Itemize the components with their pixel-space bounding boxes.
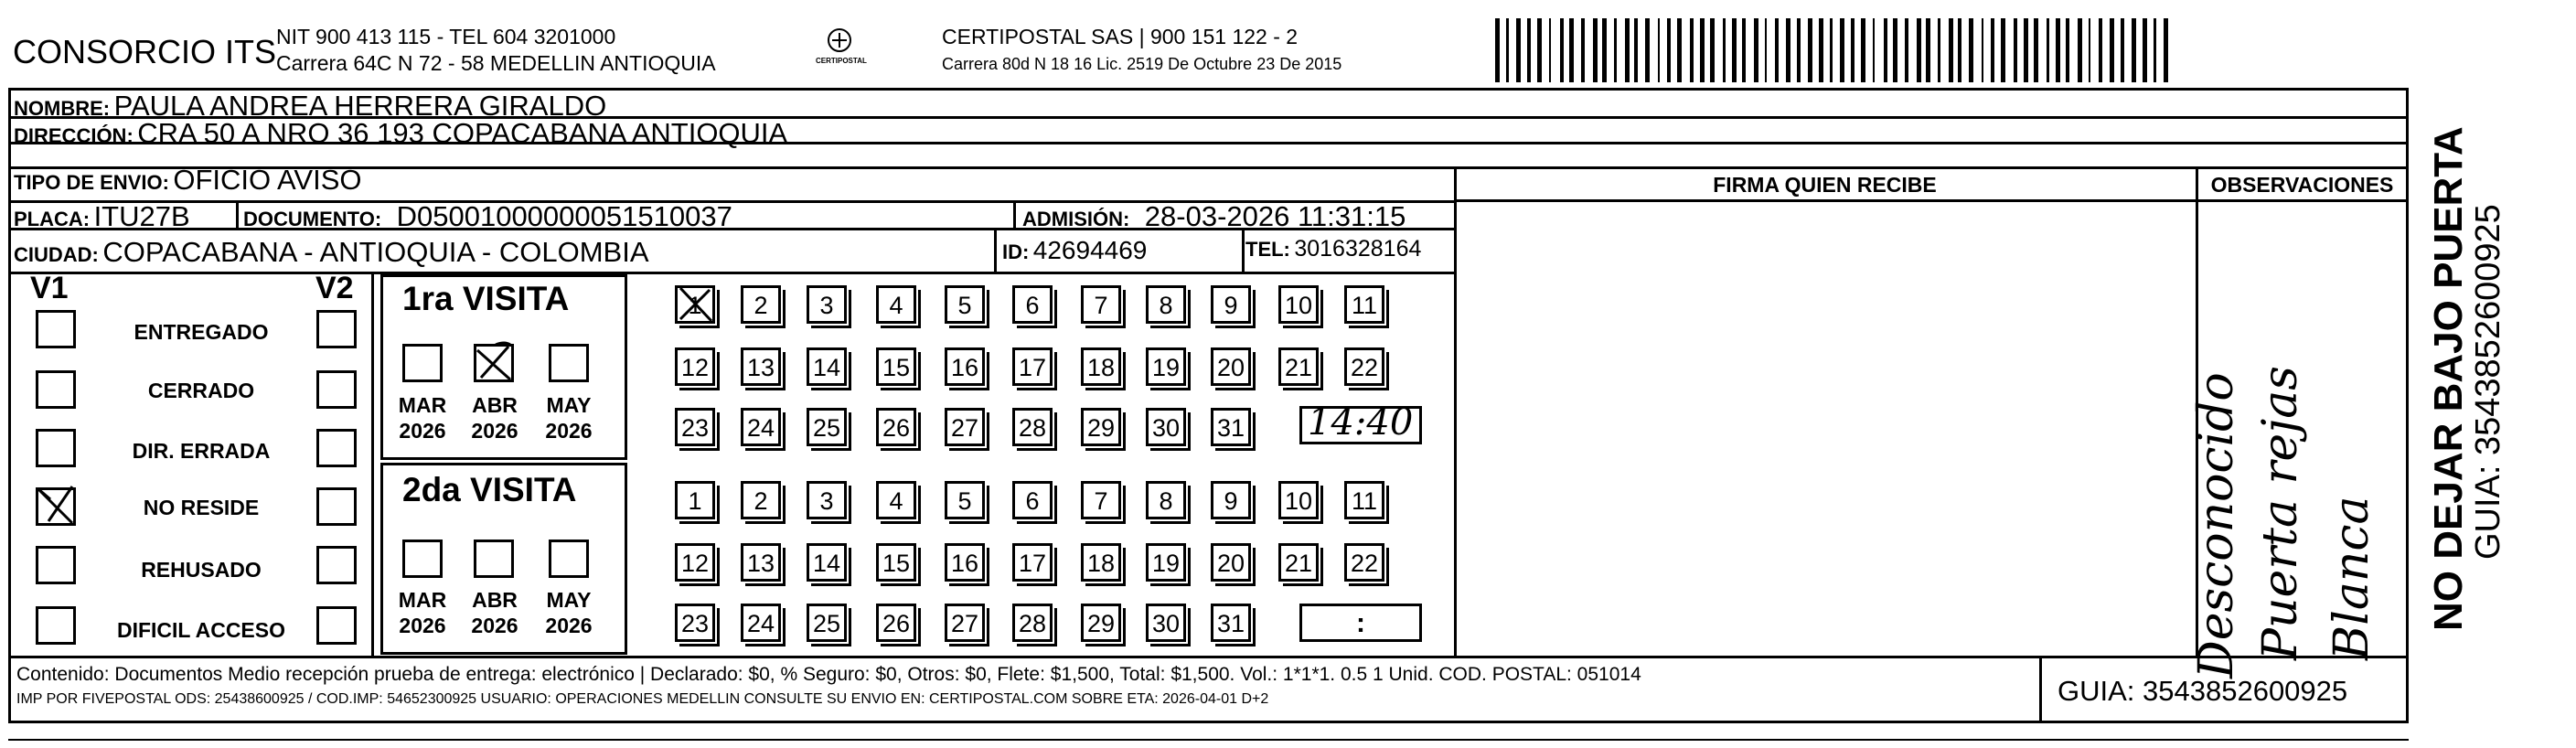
v1-label: V1 [30, 271, 69, 305]
visit-1-title: 1ra VISITA [402, 280, 570, 317]
barcode-bar [2099, 18, 2102, 82]
visit-1-day-1[interactable]: 1 [675, 285, 715, 324]
visit-1-day-3[interactable]: 3 [807, 285, 847, 324]
barcode-bar [1893, 18, 1897, 82]
barcode-bar [1991, 18, 1994, 82]
visit-2-day-14[interactable]: 14 [807, 543, 847, 582]
barcode-bar [2034, 18, 2038, 82]
visit-2-day-26[interactable]: 26 [876, 604, 916, 642]
v1-dificil-acceso-checkbox[interactable] [36, 606, 76, 645]
tel-row [1245, 236, 1421, 262]
visit-1-day-8[interactable]: 8 [1146, 285, 1186, 324]
barcode-bar [1602, 18, 1607, 82]
placa-row [14, 200, 190, 233]
nombre-value: PAULA ANDREA HERRERA GIRALDO [113, 90, 607, 122]
ciudad-label: CIUDAD: [14, 243, 99, 266]
visit-2-day-13[interactable]: 13 [741, 543, 781, 582]
observaciones-handwritten [2189, 203, 2406, 679]
barcode-bar [1775, 18, 1779, 82]
barcode-bar [2089, 18, 2090, 82]
visit-1-day-7[interactable]: 7 [1081, 285, 1121, 324]
status-dificil-acceso: DIFICIL ACCESO [116, 618, 285, 642]
visit-1-day-9[interactable]: 9 [1211, 285, 1251, 324]
documento-label: DOCUMENTO: [243, 208, 382, 230]
barcode [1495, 18, 2172, 82]
visit-1-day-27[interactable]: 27 [945, 408, 985, 446]
visit-1-month-may: MAY [546, 393, 592, 417]
visit-1-month-mar: MAR [398, 393, 447, 417]
visit-2-day-20[interactable]: 20 [1211, 543, 1251, 582]
barcode-bar [1840, 18, 1844, 82]
visit-2-may-checkbox[interactable] [549, 540, 589, 578]
visit-2-day-7[interactable]: 7 [1081, 481, 1121, 519]
visit-2-day-8[interactable]: 8 [1146, 481, 1186, 519]
admision-label: ADMISIÓN: [1022, 208, 1130, 230]
visit-2-day-19[interactable]: 19 [1146, 543, 1186, 582]
visit-2-day-24[interactable]: 24 [741, 604, 781, 642]
v1-dir-errada-checkbox[interactable] [36, 429, 76, 467]
visit-2-mar-checkbox[interactable] [402, 540, 443, 578]
obs-line-2: Puerta rejas [2253, 366, 2308, 660]
visit-1-abr-checkbox[interactable] [474, 344, 514, 382]
visit-1-day-18[interactable]: 18 [1081, 347, 1121, 386]
visit-2-day-28[interactable]: 28 [1012, 604, 1053, 642]
barcode-bar [1677, 18, 1682, 82]
visit-2-day-16[interactable]: 16 [945, 543, 985, 582]
visit-2-day-12[interactable]: 12 [675, 543, 715, 582]
tel-value: 3016328164 [1294, 236, 1422, 262]
barcode-bar [1808, 18, 1812, 82]
visit-2-day-25[interactable]: 25 [807, 604, 847, 642]
visit-1-day-16[interactable]: 16 [945, 347, 985, 386]
visit-1-day-26[interactable]: 26 [876, 408, 916, 446]
certipostal-info: CERTIPOSTAL SAS | 900 151 122 - 2 [942, 25, 1299, 48]
visit-1-day-21[interactable]: 21 [1278, 347, 1319, 386]
barcode-bar [2066, 18, 2069, 82]
logo-text: CERTIPOSTAL [816, 57, 867, 65]
tel-label: TEL: [1245, 238, 1290, 261]
visit-1-day-28[interactable]: 28 [1012, 408, 1053, 446]
footer-contenido: Contenido: Documentos Medio recepción prueba de entrega: electrónico | Declarado: $0, % Seguro: $0, Otros: $0, Flete: $1,500, Total: $1,500. Vol.: 1*1*1. 0.5 1 Unid. COD. POSTAL: 051014 [16, 664, 1641, 685]
visit-2-month-may: MAY [546, 588, 592, 612]
visit-2-day-10[interactable]: 10 [1278, 481, 1319, 519]
barcode-bar [1938, 18, 1940, 82]
barcode-bar [1969, 18, 1973, 82]
visit-1-time-box[interactable] [1299, 401, 1422, 444]
visit-1-day-17[interactable]: 17 [1012, 347, 1053, 386]
day-check-mark [675, 284, 715, 325]
barcode-bar [1593, 18, 1598, 82]
visit-1-day-2[interactable]: 2 [741, 285, 781, 324]
visit-1-day-11[interactable]: 11 [1344, 285, 1384, 324]
v1-entregado-checkbox[interactable] [36, 310, 76, 348]
visit-1-day-6[interactable]: 6 [1012, 285, 1053, 324]
visit-1-day-15[interactable]: 15 [876, 347, 916, 386]
v2-entregado-checkbox[interactable] [316, 310, 357, 348]
visit-2-day-6[interactable]: 6 [1012, 481, 1053, 519]
v1-no-reside-checkbox[interactable] [36, 487, 76, 526]
visit-2-abr-checkbox[interactable] [474, 540, 514, 578]
barcode-bar [1765, 18, 1767, 82]
tipo-label: TIPO DE ENVIO: [14, 171, 169, 194]
barcode-bar [1634, 18, 1638, 82]
barcode-bar [1917, 18, 1921, 82]
side-guia: GUIA: 3543852600925 [2469, 204, 2507, 560]
company-name: CONSORCIO ITS [13, 33, 277, 70]
barcode-bar [1949, 18, 1953, 82]
barcode-bar [1884, 18, 1887, 82]
visit-2-title: 2da VISITA [402, 471, 577, 508]
barcode-bar [2047, 18, 2049, 82]
ciudad-row [14, 236, 649, 269]
barcode-bar [2024, 18, 2028, 82]
barcode-bar [1873, 18, 1875, 82]
visit-1-year-abr: 2026 [471, 419, 518, 443]
barcode-bar [2164, 18, 2168, 82]
visit-2-time-placeholder: : [1356, 608, 1365, 638]
visit-2-day-29[interactable]: 29 [1081, 604, 1121, 642]
barcode-bar [1819, 18, 1823, 82]
visit-2-month-mar: MAR [398, 588, 447, 612]
barcode-bar [2143, 18, 2147, 82]
v1-rehusado-checkbox[interactable] [36, 546, 76, 584]
visit-1-day-10[interactable]: 10 [1278, 285, 1319, 324]
admision-row [1022, 200, 1406, 233]
visit-2-day-21[interactable]: 21 [1278, 543, 1319, 582]
barcode-bar [1495, 18, 1500, 82]
visit-2-day-9[interactable]: 9 [1211, 481, 1251, 519]
id-row [1002, 236, 1147, 265]
barcode-bar [1958, 18, 1961, 82]
firma-header: FIRMA QUIEN RECIBE [1713, 173, 1937, 197]
barcode-bar [1658, 18, 1660, 82]
admision-value: 28-03-2026 11:31:15 [1144, 200, 1406, 232]
visit-2-day-5[interactable]: 5 [945, 481, 985, 519]
visit-1-time-value: 14:40 [1308, 401, 1414, 443]
visit-2-day-22[interactable]: 22 [1344, 543, 1384, 582]
obs-line-1: Desconocido [2189, 372, 2244, 679]
visit-1-mar-checkbox[interactable] [402, 344, 443, 382]
barcode-bar [1549, 18, 1551, 82]
company-address: Carrera 64C N 72 - 58 MEDELLIN ANTIOQUIA [276, 51, 716, 75]
side-edge [2406, 88, 2409, 723]
visit-1-day-13[interactable]: 13 [741, 347, 781, 386]
barcode-bar [2154, 18, 2156, 82]
v1-cerrado-checkbox[interactable] [36, 370, 76, 409]
v2-no-reside-checkbox[interactable] [316, 487, 357, 526]
barcode-bar [1710, 18, 1715, 82]
visit-2-day-30[interactable]: 30 [1146, 604, 1186, 642]
barcode-bar [1569, 18, 1574, 82]
visit-2-day-11[interactable]: 11 [1344, 481, 1384, 519]
visit-2-day-2[interactable]: 2 [741, 481, 781, 519]
visit-1-day-4[interactable]: 4 [876, 285, 916, 324]
barcode-bar [1645, 18, 1650, 82]
visit-1-day-12[interactable]: 12 [675, 347, 715, 386]
visit-2-day-27[interactable]: 27 [945, 604, 985, 642]
barcode-bar [1851, 18, 1855, 82]
visit-1-day-19[interactable]: 19 [1146, 347, 1186, 386]
barcode-bar [2121, 18, 2124, 82]
visit-1-day-24[interactable]: 24 [741, 408, 781, 446]
obs-line-3: Blanca [2325, 496, 2379, 660]
visit-1-day-25[interactable]: 25 [807, 408, 847, 446]
barcode-bar [1754, 18, 1758, 82]
v2-label: V2 [315, 271, 354, 305]
visit-1-month-abr: ABR [472, 393, 518, 417]
visit-1-day-31[interactable]: 31 [1211, 408, 1251, 446]
placa-label: PLACA: [14, 208, 91, 230]
visit-1-day-5[interactable]: 5 [945, 285, 985, 324]
barcode-bar [1926, 18, 1930, 82]
barcode-bar [1700, 18, 1705, 82]
visit-2-month-abr: ABR [472, 588, 518, 612]
id-value: 42694469 [1032, 236, 1148, 264]
visit-2-day-17[interactable]: 17 [1012, 543, 1053, 582]
barcode-bar [1786, 18, 1790, 82]
status-rehusado: REHUSADO [141, 558, 262, 582]
visit-2-day-15[interactable]: 15 [876, 543, 916, 582]
barcode-bar [1982, 18, 1983, 82]
visit-1-day-22[interactable]: 22 [1344, 347, 1384, 386]
v2-dificil-acceso-checkbox[interactable] [316, 606, 357, 645]
v2-cerrado-checkbox[interactable] [316, 370, 357, 409]
visit-1-year-mar: 2026 [399, 419, 446, 443]
firma-area[interactable] [1457, 202, 2196, 656]
visit-1-year-may: 2026 [545, 419, 593, 443]
barcode-bar [1527, 18, 1531, 82]
visit-1-day-29[interactable]: 29 [1081, 408, 1121, 446]
visit-1-day-23[interactable]: 23 [675, 408, 715, 446]
barcode-bar [2078, 18, 2082, 82]
barcode-bar [1506, 18, 1509, 82]
visit-2-day-1[interactable]: 1 [675, 481, 715, 519]
visit-1-day-14[interactable]: 14 [807, 347, 847, 386]
barcode-bar [1690, 18, 1694, 82]
barcode-bar [1614, 18, 1617, 82]
status-entregado: ENTREGADO [134, 320, 269, 344]
direccion-label: DIRECCIÓN: [14, 124, 134, 147]
visit-1-day-20[interactable]: 20 [1211, 347, 1251, 386]
direccion-row [14, 117, 787, 150]
barcode-bar [1830, 18, 1833, 82]
documento-row [243, 200, 732, 233]
barcode-bar [2132, 18, 2136, 82]
bottom-shadow-line [8, 739, 2409, 741]
visit-1-day-30[interactable]: 30 [1146, 408, 1186, 446]
barcode-bar [2014, 18, 2017, 82]
visit-2-year-mar: 2026 [399, 614, 446, 637]
side-no-dejar: NO DEJAR BAJO PUERTA [2426, 126, 2471, 631]
barcode-bar [1537, 18, 1542, 82]
barcode-bar [1732, 18, 1737, 82]
company-nit: NIT 900 413 115 - TEL 604 3201000 [276, 25, 616, 48]
id-label: ID: [1002, 240, 1030, 263]
visit-2-time-box[interactable] [1299, 604, 1422, 642]
visit-2-day-4[interactable]: 4 [876, 481, 916, 519]
barcode-bar [1625, 18, 1630, 82]
barcode-bar [1667, 18, 1671, 82]
visit-2-day-3[interactable]: 3 [807, 481, 847, 519]
status-cerrado: CERRADO [147, 379, 255, 402]
observaciones-header: OBSERVACIONES [2210, 173, 2394, 197]
documento-value: D05001000000051510037 [396, 200, 732, 232]
visit-2-day-31[interactable]: 31 [1211, 604, 1251, 642]
visit-2-year-may: 2026 [545, 614, 593, 637]
barcode-bar [1581, 18, 1585, 82]
barcode-bar [1560, 18, 1564, 82]
tipo-row [14, 164, 362, 197]
visit-1-may-checkbox[interactable] [549, 344, 589, 382]
v2-dir-errada-checkbox[interactable] [316, 429, 357, 467]
nombre-label: NOMBRE: [14, 97, 111, 120]
barcode-bar [1742, 18, 1746, 82]
v2-rehusado-checkbox[interactable] [316, 546, 357, 584]
status-no-reside: NO RESIDE [143, 496, 260, 519]
footer-imp: IMP POR FIVEPOSTAL ODS: 25438600925 / COD.IMP: 54652300925 USUARIO: OPERACIONES MEDELLIN CONSULTE SU ENVIO EN: CERTIPOSTAL.COM SOBRE ETA: 2026-04-01 D+2 [16, 691, 1269, 707]
barcode-bar [1797, 18, 1801, 82]
footer-guia: GUIA: 3543852600925 [2058, 675, 2348, 707]
tipo-value: OFICIO AVISO [173, 164, 362, 196]
status-dir-errada: DIR. ERRADA [132, 439, 271, 463]
barcode-bar [1723, 18, 1726, 82]
ciudad-value: COPACABANA - ANTIOQUIA - COLOMBIA [102, 236, 649, 268]
barcode-bar [2110, 18, 2114, 82]
certipostal-logo [812, 24, 867, 75]
barcode-bar [1516, 18, 1521, 82]
placa-value: ITU27B [93, 200, 190, 232]
visit-2-day-23[interactable]: 23 [675, 604, 715, 642]
visit-2-day-18[interactable]: 18 [1081, 543, 1121, 582]
visit-2-year-abr: 2026 [471, 614, 518, 637]
barcode-bar [1861, 18, 1865, 82]
barcode-bar [1905, 18, 1908, 82]
barcode-bar [2001, 18, 2005, 82]
certipostal-address: Carrera 80d N 18 16 Lic. 2519 De Octubre 23 De 2015 [942, 55, 1342, 73]
barcode-bar [2056, 18, 2060, 82]
direccion-value: CRA 50 A NRO 36 193 COPACABANA ANTIOQUIA [137, 117, 788, 149]
